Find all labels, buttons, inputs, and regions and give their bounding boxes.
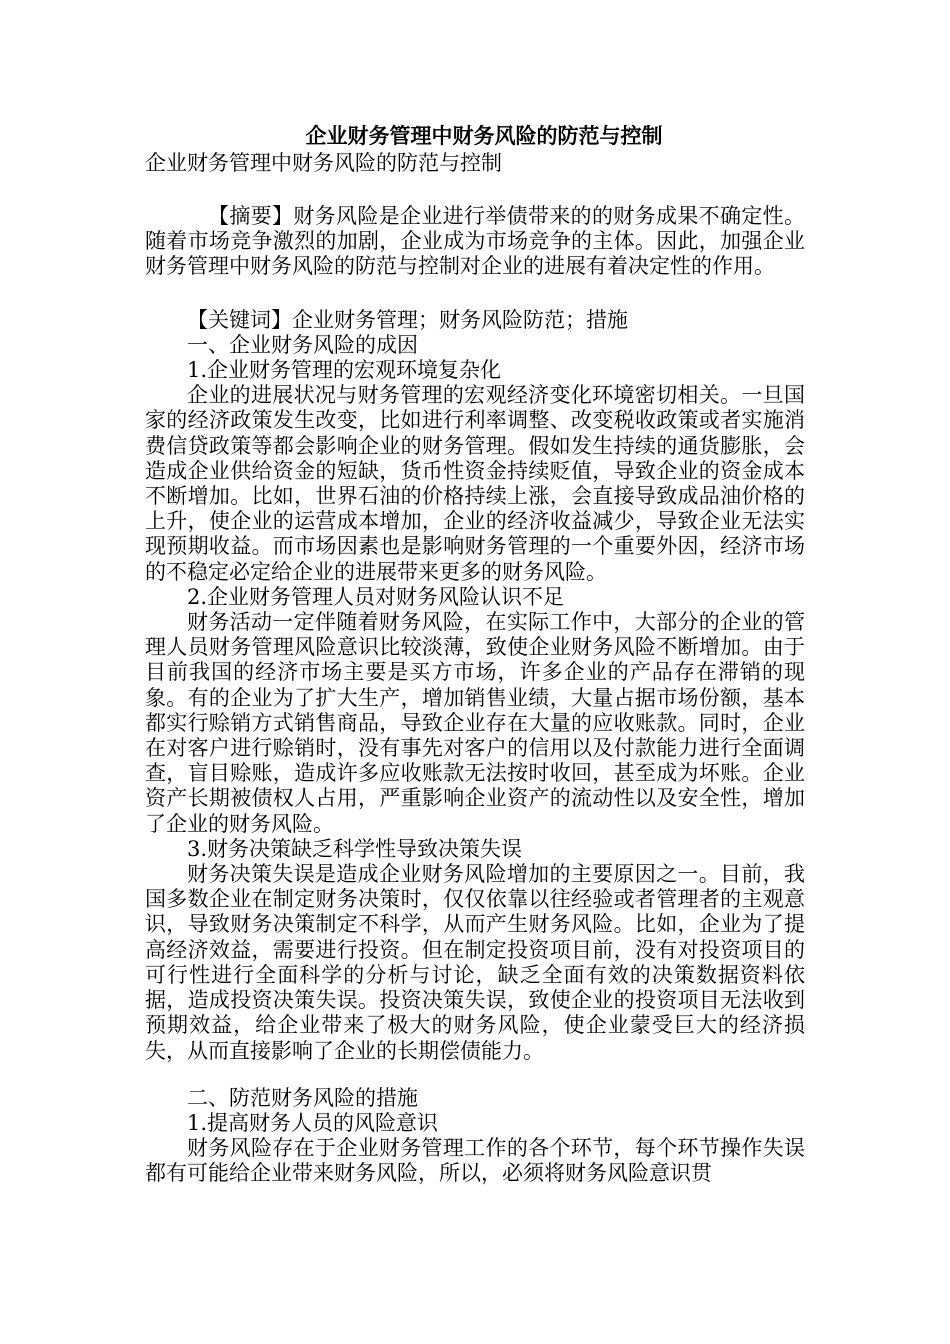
section-1-1-heading: 1.企业财务管理的宏观环境复杂化 <box>187 358 502 383</box>
abstract-paragraph: 【摘要】财务风险是企业进行举债带来的的财务成果不确定性。随着市场竞争激烈的加剧，企业成为市场竞争的主体。因此，加强企业财务管理中财务风险的防范与控制对企业的进展有着决定性的作用。 <box>145 204 805 279</box>
section-1-3-body: 财务决策失误是造成企业财务风险增加的主要原因之一。目前，我国多数企业在制定财务决策时，仅仅依靠以往经验或者管理者的主观意识，导致财务决策制定不科学，从而产生财务风险。比如，企业为了提高经济效益，需要进行投资。但在制定投资项目前，没有对投资项目的可行性进行全面科学的分析与讨论，缺乏全面有效的决策数据资料依据，造成投资决策失误。投资决策失误，致使企业的投资项目无法收到预期效益，给企业带来了极大的财务风险，使企业蒙受巨大的经济损失，从而直接影响了企业的长期偿债能力。 <box>145 862 805 1063</box>
section-1-2-heading: 2.企业财务管理人员对财务风险认识不足 <box>187 584 565 609</box>
section-1-heading: 一、企业财务风险的成因 <box>187 332 418 357</box>
spacer <box>145 176 805 204</box>
section-1-2-body: 财务活动一定伴随着财务风险，在实际工作中，大部分的企业的管理人员财务管理风险意识比较淡薄，致使企业财务风险不断增加。由于目前我国的经济市场主要是买方市场，许多企业的产品存在滞销的现象。有的企业为了扩大生产，增加销售业绩，大量占据市场份额，基本都实行赊销方式销售商品，导致企业存在大量的应收账款。同时，企业在对客户进行赊销时，没有事先对客户的信用以及付款能力进行全面调查，盲目赊账，造成许多应收账款无法按时收回，甚至成为坏账。企业资产长期被债权人占用，严重影响企业资产的流动性以及安全性，增加了企业的财务风险。 <box>145 610 805 836</box>
section-2-heading: 二、防范财务风险的措施 <box>187 1085 418 1110</box>
document-title: 企业财务管理中财务风险的防范与控制 <box>305 123 663 148</box>
section-2-1-body: 财务风险存在于企业财务管理工作的各个环节，每个环节操作失误都有可能给企业带来财务风险，所以，必须将财务风险意识贯 <box>145 1136 805 1186</box>
section-2-1-heading: 1.提高财务人员的风险意识 <box>187 1110 439 1135</box>
document-subtitle: 企业财务管理中财务风险的防范与控制 <box>145 151 502 175</box>
spacer <box>145 1064 805 1086</box>
section-1-1-body: 企业的进展状况与财务管理的宏观经济变化环境密切相关。一旦国家的经济政策发生改变，比如进行利率调整、改变税收政策或者实施消费信贷政策等都会影响企业的财务管理。假如发生持续的通货膨胀，会造成企业供给资金的短缺，货币性资金持续贬值，导致企业的资金成本不断增加。比如，世界石油的价格持续上涨，会直接导致成品油价格的上升，使企业的运营成本增加，企业的经济收益减少，导致企业无法实现预期收益。而市场因素也是影响财务管理的一个重要外因，经济市场的不稳定必定给企业的进展带来更多的财务风险。 <box>145 383 805 584</box>
section-1-3-heading: 3.财务决策缺乏科学性导致决策失误 <box>187 836 523 861</box>
keywords-line: 【关键词】企业财务管理；财务风险防范；措施 <box>187 307 628 332</box>
document-content <box>145 122 805 1187</box>
spacer <box>145 280 805 308</box>
